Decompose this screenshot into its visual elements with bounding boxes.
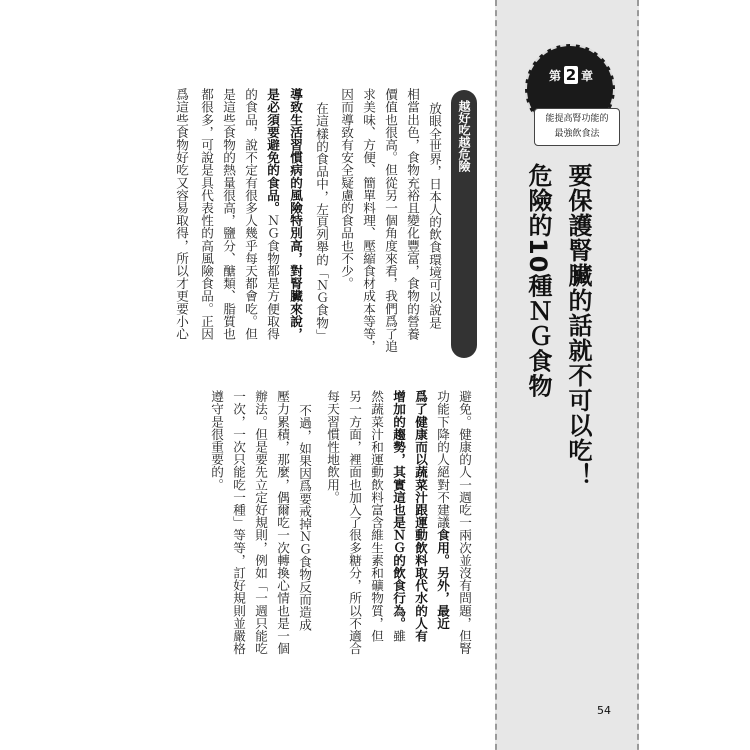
page-number: 54 xyxy=(597,704,611,717)
body-upper-column: 求美味、方便、簡單料理、壓縮食材成本等等， xyxy=(361,88,376,353)
body-lower-column: 另一方面，裡面也加入了很多糖分，所以不適合 xyxy=(347,390,362,655)
body-lower-column: 然蔬菜汁和運動飲料富含維生素和礦物質，但 xyxy=(369,390,384,642)
body-upper-column: 放眼全世界，日本人的飲食環境可以說是 xyxy=(427,102,442,329)
body-lower-column: 辦法。但是要先立定好規則，例如「一週只能吃 xyxy=(253,390,268,655)
body-upper-column: 相當出色，食物充裕且變化豐富，食物的營養 xyxy=(405,88,420,340)
body-upper-column: 的食品，說不定有很多人幾乎每天都會吃。但 xyxy=(243,88,258,340)
body-lower-column: 遵守是很重要的。 xyxy=(209,390,224,491)
body-upper-column: 價值也很高。但從另一個角度來看，我們爲了追 xyxy=(383,88,398,353)
chapter-subtitle xyxy=(534,108,620,146)
body-upper-column: 因而導致有安全疑慮的食品也不少。 xyxy=(339,88,354,290)
chapter-label xyxy=(540,66,602,84)
body-lower-column: 一次，一次只能吃一種」等等，訂好規則並嚴格 xyxy=(231,390,246,655)
chapter-suffix: 章 xyxy=(581,68,594,83)
page-title-line-2: 危險的10種ＮＧ食物 xyxy=(524,163,552,399)
body-lower-column: 避免。健康的人一週吃一兩次並沒有問題，但腎 xyxy=(457,390,472,655)
body-upper-column: 爲這些食物好吃又容易取得，所以才更要小心 xyxy=(174,88,189,340)
body-upper-column: 是必須要避免的食品。ＮＧ食物都是方便取得 xyxy=(265,88,280,340)
section-tag-label: 越好吃越危險 xyxy=(457,100,471,172)
subtitle-line-2: 最強飲食法 xyxy=(554,129,600,139)
body-lower-column: 增加的趨勢，其實這也是ＮＧ的飲食行為。雖 xyxy=(391,390,406,643)
subtitle-line-1: 能提高腎功能的 xyxy=(545,114,609,124)
body-upper-column: 是這些食物的熱量很高，鹽分、醣類、脂質也 xyxy=(221,88,236,340)
body-lower-column: 功能下降的人絕對不建議食用。另外，最近 xyxy=(435,390,450,630)
body-upper-column: 在這樣的食品中，左頁列舉的「ＮＧ食物」 xyxy=(314,102,329,342)
chapter-prefix: 第 xyxy=(548,68,561,83)
body-lower-column: 每天習慣性地飲用。 xyxy=(325,390,340,504)
chapter-number: 2 xyxy=(565,66,577,84)
body-upper-column: 都很多，可說是具代表性的高風險食品。正因 xyxy=(199,88,214,340)
page-title-line-1: 要保護腎臟的話就不可以吃！ xyxy=(564,163,592,488)
body-lower-column: 不過，如果因爲要戒掉ＮＧ食物反而造成 xyxy=(297,404,312,631)
body-upper-column: 導致生活習慣病的風險特別高，對腎臟來說， xyxy=(288,88,303,340)
body-lower-column: 爲了健康而以蔬菜汁跟運動飲料取代水的人有 xyxy=(413,390,428,642)
body-lower-column: 壓力累積，那麼，偶爾吃一次轉換心情也是一個 xyxy=(275,390,290,655)
